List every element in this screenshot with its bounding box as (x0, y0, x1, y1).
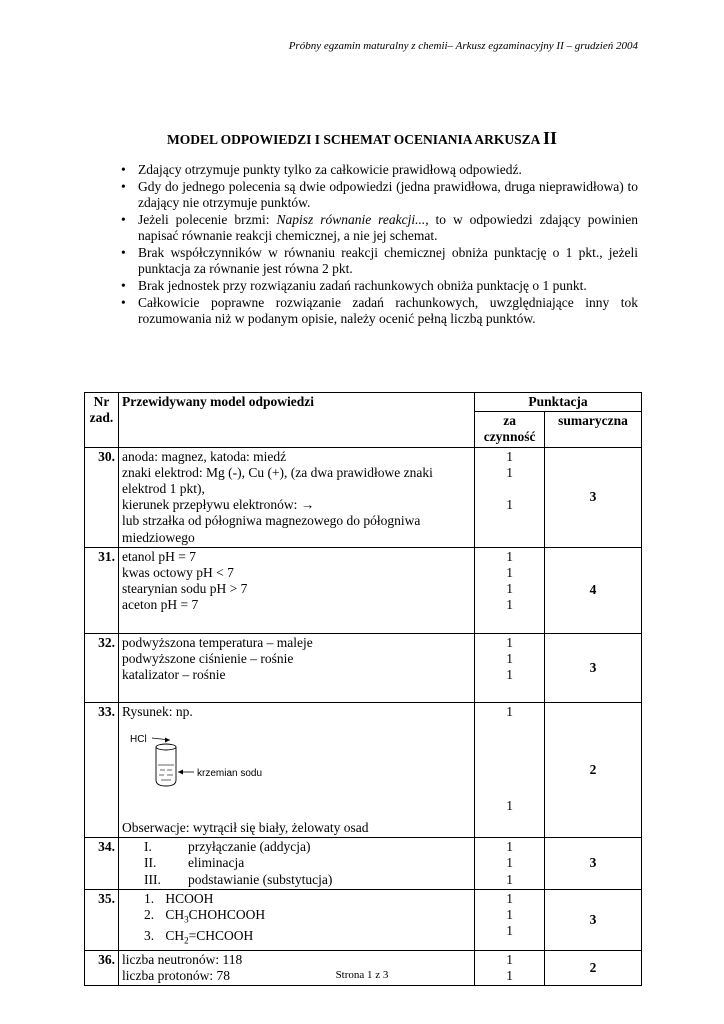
title-main: MODEL ODPOWIEDZI I SCHEMAT OCENIANIA ARKUSZA (166, 132, 540, 147)
total-points: 3 (545, 889, 642, 950)
action-points: 1 1 1 (475, 633, 545, 702)
table-row (85, 447, 642, 547)
total-points: 3 (545, 633, 642, 702)
header-per-action: za czynność (475, 412, 545, 447)
rule-emphasis: Napisz równanie reakcji..., (276, 212, 429, 227)
hcl-label: HCl (129, 734, 147, 746)
header-task-number: Nr zad. (85, 393, 119, 448)
sodium-silicate-label: krzemian sodu (196, 768, 263, 780)
header-total: sumaryczna (545, 412, 642, 447)
task-number: 32. (85, 633, 119, 702)
answer-cell: liczba neutronów: 118 liczba protonów: 78 (118, 950, 474, 985)
table-row (85, 838, 642, 890)
action-points: 1 1 1 (475, 838, 545, 890)
task-number: 31. (85, 547, 119, 633)
answer-cell: 1. HCOOH 2. $CH_3CHOHCOOH$ 3. $CH_2=CHCOOH$ (118, 889, 474, 950)
table-row (85, 547, 642, 633)
answer-cell: Rysunek: np. HCl krzemian sodu Obserwacje: wytrącił się biały, żelowaty osad (118, 702, 474, 837)
total-points: 2 (545, 702, 642, 837)
answer-cell: I. przyłączanie (addycja) II. eliminacja III. podstawianie (substytucja) (118, 838, 474, 890)
table-row (85, 702, 642, 837)
answer-cell: etanol pH = 7 kwas octowy pH < 7 stearynian sodu pH > 7 aceton pH = 7 (118, 547, 474, 633)
answer-model-table (84, 392, 642, 986)
rule-text: Jeżeli polecenie brzmi: (138, 212, 277, 227)
task-number: 36. (85, 950, 119, 985)
rule-text: to w odpowiedzi zdający powinien napisać równanie reakcji chemicznej, a nie jej schemat. (138, 212, 638, 243)
grading-rules-list (120, 162, 638, 328)
header-points: Punktacja (475, 393, 642, 412)
rule-item: • Całkowicie poprawne rozwiązanie zadań rachunkowych, uwzględniające inny tok rozumowania niż w podanym opisie, należy ocenić pełną liczbą punktów. (120, 295, 638, 327)
page-footer: Strona 1 z 3 (335, 969, 389, 981)
task-number: 34. (85, 838, 119, 890)
page-header: Próbny egzamin maturalny z chemii– Arkusz egzaminacyjny II – grudzień 2004 (288, 40, 638, 52)
rule-item: • Brak współczynników w równaniu reakcji chemicznej obniża punktację o 1 pkt., jeżeli punktacja za równanie jest równa 2 pkt. (120, 245, 638, 277)
task-number: 35. (85, 889, 119, 950)
total-points: 3 (545, 838, 642, 890)
table-row (85, 633, 642, 702)
test-tube-icon (128, 728, 288, 808)
rule-item: • Gdy do jednego polecenia są dwie odpowiedzi (jedna prawidłowa, druga nieprawidłowa) to zdający nie otrzymuje punktów. (120, 179, 638, 211)
task-number: 30. (85, 447, 119, 547)
total-points: 4 (545, 547, 642, 633)
action-points: 1 1 1 1 (475, 547, 545, 633)
task-number: 33. (85, 702, 119, 837)
answer-cell: anoda: magnez, katoda: miedź znaki elektrod: Mg (-), Cu (+), (za dwa prawidłowe znaki elektrod 1 pkt), kierunek przepływu elektronów: → lub strzałka od półogniwa magnezowego do półogniwa miedziowego (118, 447, 474, 547)
total-points: 2 (545, 950, 642, 985)
page-title (0, 128, 724, 149)
test-tube-drawing (122, 728, 471, 814)
answer-cell: podwyższona temperatura – maleje podwyższone ciśnienie – rośnie katalizator – rośnie (118, 633, 474, 702)
total-points: 3 (545, 447, 642, 547)
table-header-row (85, 393, 642, 412)
action-points: 1 1 1 (475, 889, 545, 950)
title-roman: II (543, 128, 558, 148)
table-row (85, 889, 642, 950)
rule-item: • Brak jednostek przy rozwiązaniu zadań rachunkowych obniża punktację o 1 punkt. (120, 278, 638, 294)
rule-item (120, 212, 638, 244)
action-points: 1 1 (475, 702, 545, 837)
action-points: 1 1 1 (475, 447, 545, 547)
rule-item: • Zdający otrzymuje punkty tylko za całkowicie prawidłową odpowiedź. (120, 162, 638, 178)
header-model: Przewidywany model odpowiedzi (118, 393, 474, 448)
action-points: 1 1 (475, 950, 545, 985)
